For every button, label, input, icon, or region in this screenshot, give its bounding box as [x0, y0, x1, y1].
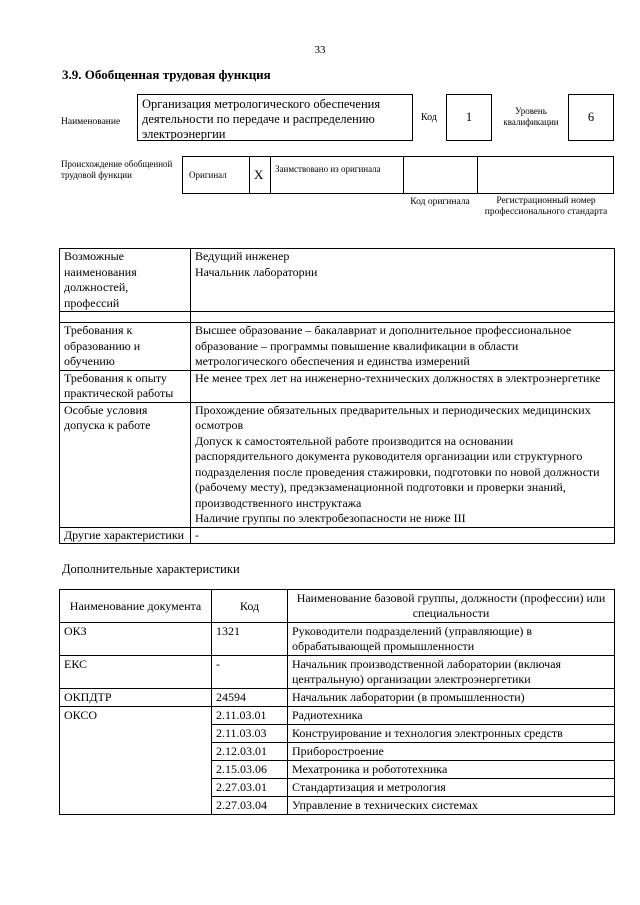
reg-number-label: Регистрационный номер профессионального стандарта: [484, 196, 608, 217]
additional-title: Дополнительные характеристики: [62, 562, 240, 576]
row-doc: ЕКС: [60, 656, 212, 689]
section-title: [62, 67, 271, 83]
table-row: [60, 656, 615, 689]
level-value: 6: [587, 110, 595, 124]
row-doc: ОКЗ: [60, 623, 212, 656]
borrowed-label: Заимствовано из оригинала: [275, 164, 381, 174]
header-name: Наименование базовой группы, должности (профессии) или специальности: [288, 590, 615, 623]
row-name: Мехатроника и робототехника: [288, 761, 615, 779]
requirements-label: Требования к образованию и обучению: [60, 323, 191, 371]
origin-divider: [270, 156, 271, 194]
row-code: 2.27.03.04: [212, 797, 288, 815]
table-row: [60, 707, 615, 725]
requirements-value: Высшее образование – бакалавриат и дополнительное профессиональное образование – программы повышение квалификации в области метрологического обеспечения и единства измерений: [191, 323, 615, 371]
table-row: [60, 623, 615, 656]
value-line: Допуск к самостоятельной работе производится на основании распорядительного документа руководителя организации или структурного подразделения после проведения стажировки, подготовки по новой должности (рабочему месту), предэкзаменационной подготовки и проверки знаний, производственного инструктажа: [195, 433, 600, 510]
code-original-label: Код оригинала: [410, 197, 470, 207]
section-number: 3.9.: [62, 67, 82, 82]
code-value: 1: [465, 110, 473, 124]
row-name: Конструирование и технология электронных средств: [288, 725, 615, 743]
level-value-box: [568, 94, 614, 141]
header-code: Код: [212, 590, 288, 623]
row-name: Начальник лаборатории (в промышленности): [288, 689, 615, 707]
origin-box: [182, 156, 614, 194]
requirements-label: Особые условия допуска к работе: [60, 402, 191, 527]
row-code: -: [212, 656, 288, 689]
row-code: 2.27.03.01: [212, 779, 288, 797]
requirements-label: Другие характеристики: [60, 527, 191, 544]
origin-label: Происхождение обобщенной трудовой функции: [61, 159, 173, 180]
section-title-text: Обобщенная трудовая функция: [84, 67, 271, 82]
additional-table: [59, 589, 615, 815]
row-code: 1321: [212, 623, 288, 656]
header-doc: Наименование документа: [60, 590, 212, 623]
requirements-table: [59, 248, 615, 544]
original-label: Оригинал: [189, 170, 227, 180]
code-value-box: [446, 94, 492, 141]
page-number: 33: [314, 44, 326, 56]
row-name: Руководители подразделений (управляющие) в обрабатывающей промышленности: [288, 623, 615, 656]
spacer-row: [60, 312, 615, 323]
requirements-row: [60, 370, 615, 402]
requirements-row: [60, 402, 615, 527]
row-code: 24594: [212, 689, 288, 707]
row-code: 2.11.03.01: [212, 707, 288, 725]
header-row: [60, 590, 615, 623]
original-mark: X: [254, 167, 264, 182]
requirements-value: [191, 402, 615, 527]
naming-label: Наименование: [61, 117, 121, 127]
level-label-line1: Уровень: [515, 106, 547, 116]
value-line: Ведущий инженер: [195, 249, 290, 263]
naming-value: Организация метрологического обеспечения деятельности по передаче и распределению электроэнергии: [142, 97, 381, 141]
table-row: [60, 689, 615, 707]
value-line: Наличие группы по электробезопасности не ниже III: [195, 511, 466, 525]
code-label: Код: [421, 112, 437, 123]
value-line: Начальник лаборатории: [195, 264, 318, 279]
row-name: Управление в технических системах: [288, 797, 615, 815]
row-name: Приборостроение: [288, 743, 615, 761]
level-label-line2: квалификации: [503, 117, 559, 127]
requirements-row: [60, 527, 615, 544]
origin-divider: [403, 156, 404, 194]
row-doc: ОКПДТР: [60, 689, 212, 707]
requirements-label: Возможные наименования должностей, профессий: [60, 249, 191, 312]
origin-divider: [249, 156, 250, 194]
requirements-row: [60, 249, 615, 312]
requirements-row: [60, 323, 615, 371]
requirements-label: Требования к опыту практической работы: [60, 370, 191, 402]
row-name: Начальник производственной лаборатории (включая центральную) организации электроэнергетики: [288, 656, 615, 689]
row-name: Стандартизация и метрология: [288, 779, 615, 797]
row-name: Радиотехника: [288, 707, 615, 725]
row-code: 2.15.03.06: [212, 761, 288, 779]
requirements-value: Не менее трех лет на инженерно-технических должностях в электроэнергетике: [191, 370, 615, 402]
origin-divider: [477, 156, 478, 194]
level-label: [498, 106, 564, 128]
row-code: 2.12.03.01: [212, 743, 288, 761]
value-line: Прохождение обязательных предварительных и периодических медицинских осмотров: [195, 402, 591, 432]
row-doc: ОКСО: [60, 707, 212, 815]
naming-value-box: [137, 94, 413, 141]
requirements-value: -: [191, 527, 615, 544]
row-code: 2.11.03.03: [212, 725, 288, 743]
requirements-value: [191, 249, 615, 312]
